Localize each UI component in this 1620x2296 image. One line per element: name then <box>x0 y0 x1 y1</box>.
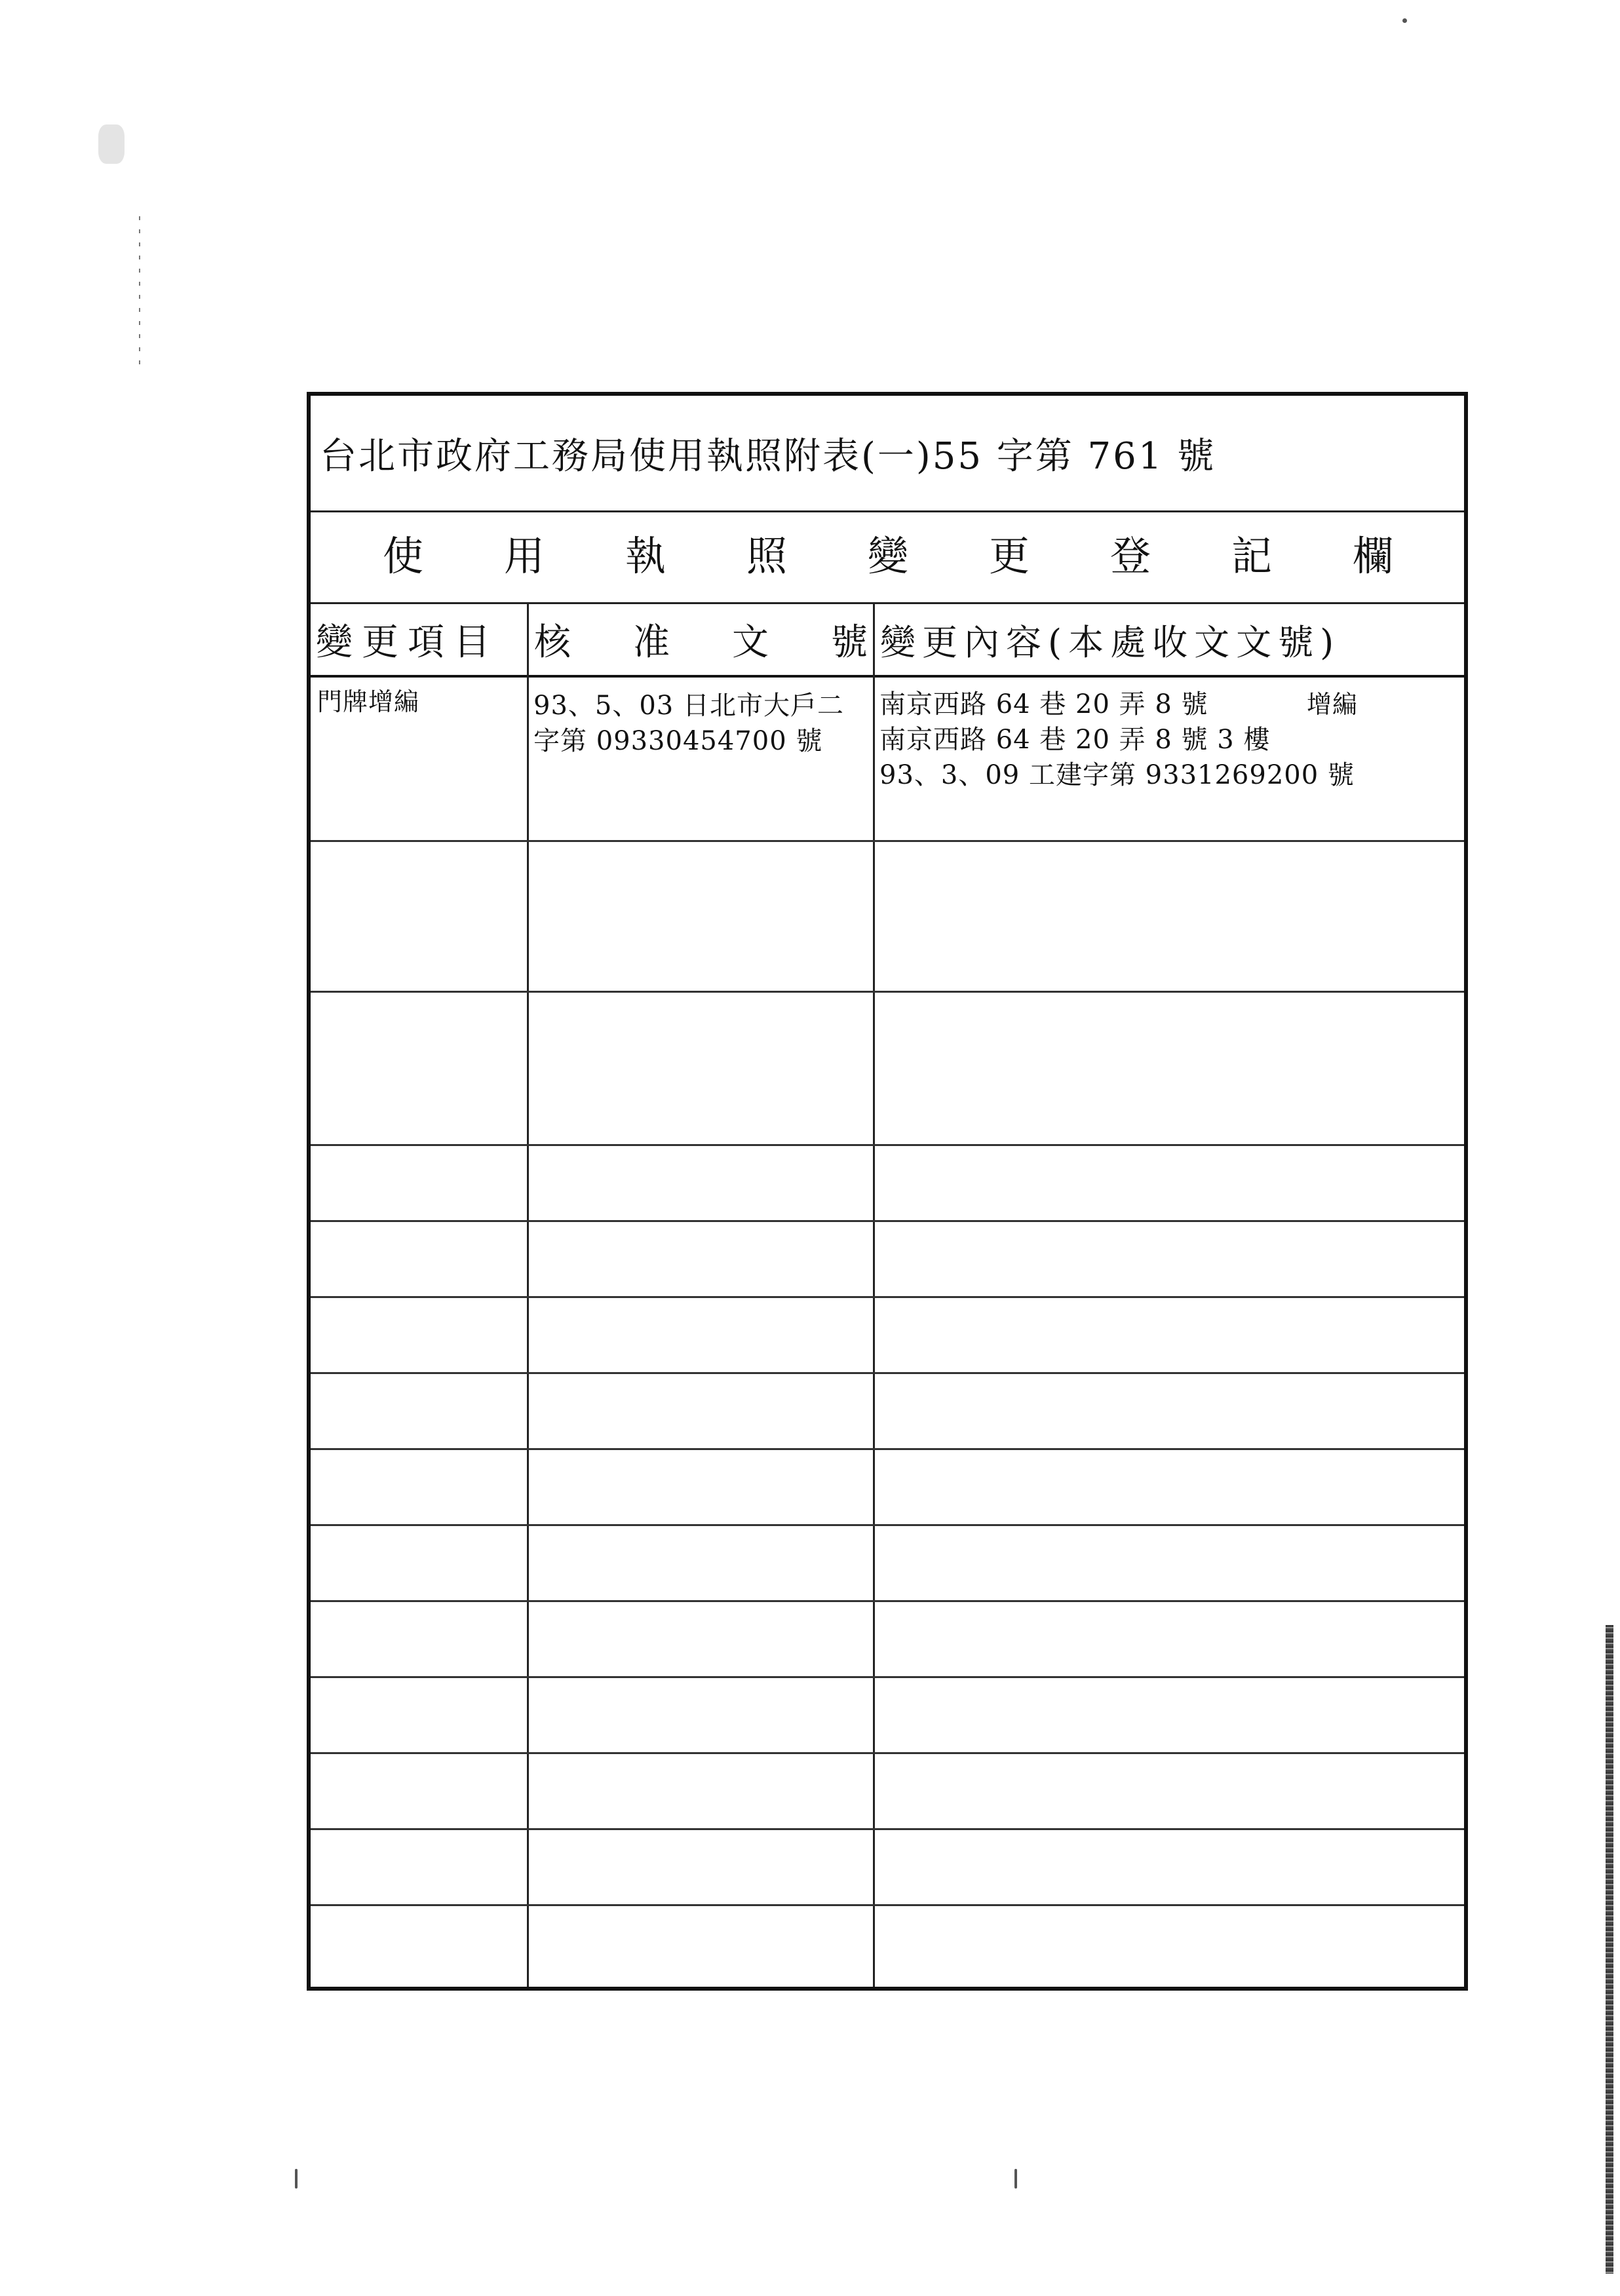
row-approval-line: 93、5、03 日北市大戶二 <box>533 691 844 721</box>
header-approval-char: 文 <box>732 621 769 664</box>
header-approval-char: 准 <box>633 621 670 664</box>
row-divider <box>311 1904 1464 1906</box>
row-divider <box>311 1524 1464 1526</box>
row-divider <box>311 840 1464 842</box>
form-title-text: 台北市政府工務局使用執照附表(一)55 字第 761 號 <box>320 434 1216 478</box>
header-approval-char: 號 <box>831 621 868 664</box>
header-change-content: 變更內容(本處收文文號) <box>880 621 1341 663</box>
row-approval-line: 字第 09330454700 號 <box>533 726 823 756</box>
row-content-line: 93、3、09 工建字第 9331269200 號 <box>879 760 1355 790</box>
banner-char: 照 <box>746 532 788 580</box>
row-divider <box>311 1448 1464 1450</box>
banner-char: 欄 <box>1353 532 1394 580</box>
scan-edge-noise <box>1606 1625 1613 2274</box>
banner-char: 使 <box>383 532 424 580</box>
banner-char: 記 <box>1231 532 1273 580</box>
change-register-banner <box>311 512 1464 604</box>
row-content-line: 南京西路 64 巷 20 弄 8 號 3 樓 <box>879 725 1271 755</box>
form-title <box>311 396 1464 512</box>
banner-char: 執 <box>625 532 666 580</box>
scan-speck <box>1014 2169 1017 2189</box>
column-header-row <box>311 604 1464 678</box>
row-divider <box>311 1220 1464 1222</box>
scan-speck <box>1402 18 1407 23</box>
scan-margin-marks <box>139 216 140 373</box>
header-change-item: 變更項目 <box>316 621 499 664</box>
header-approval-char: 核 <box>534 621 571 664</box>
row-content-tag: 增編 <box>1307 690 1359 719</box>
row-divider <box>311 1752 1464 1754</box>
banner-char: 變 <box>868 532 909 580</box>
row-divider <box>311 1144 1464 1146</box>
row-divider <box>311 1600 1464 1602</box>
row-divider <box>311 991 1464 993</box>
row-divider <box>311 1372 1464 1374</box>
row-content-line: 南京西路 64 巷 20 弄 8 號 <box>879 689 1208 719</box>
banner-char: 更 <box>989 532 1030 580</box>
scan-smudge <box>98 124 125 164</box>
column-divider <box>873 604 875 1987</box>
header-approval-number <box>529 604 873 675</box>
row-item-text: 門牌增編 <box>317 687 420 716</box>
banner-char: 用 <box>504 532 545 580</box>
row-divider <box>311 1676 1464 1678</box>
row-divider <box>311 1296 1464 1298</box>
column-divider <box>527 604 529 1987</box>
row-divider <box>311 1828 1464 1830</box>
banner-char: 登 <box>1110 532 1151 580</box>
scan-speck <box>295 2169 298 2189</box>
usage-license-appendix-form <box>307 392 1468 1991</box>
